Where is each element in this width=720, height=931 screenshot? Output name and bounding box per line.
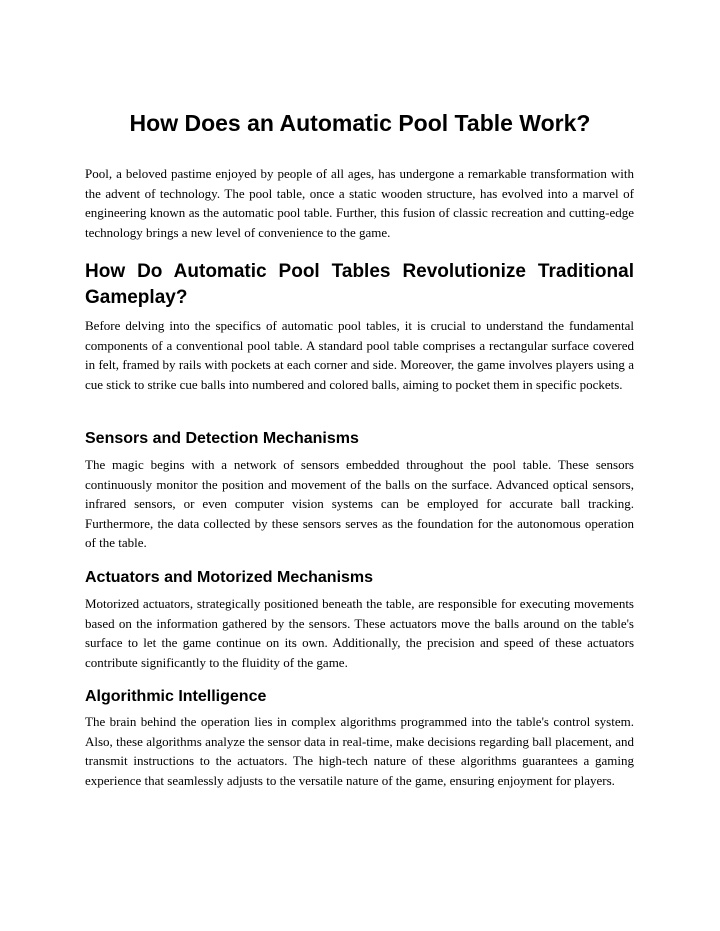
section-heading-sensors: Sensors and Detection Mechanisms — [85, 430, 359, 447]
section-heading-revolutionize: How Do Automatic Pool Tables Revolutionize Traditional Gameplay? — [85, 261, 634, 308]
section-body-revolutionize: Before delving into the specifics of automatic pool tables, it is crucial to understand the fundamental components of a conventional pool table. A standard pool table comprises a rectangular surface covered in felt, framed by rails with pockets at each corner and side. Moreover, the game involves players using a cue stick to strike cue balls into numbered and colored balls, aiming to pocket them in specific pockets. — [85, 318, 634, 392]
section-heading-algorithmic: Algorithmic Intelligence — [85, 688, 267, 705]
section-body-sensors: The magic begins with a network of sensors embedded throughout the pool table. These sensors continuously monitor the position and movement of the balls on the surface. Advanced optical sensors, infrared sensors, or even computer vision systems can be employed for accurate ball tracking. Furthermore, the data collected by these sensors serves as the foundation for the autonomous operation of the table. — [85, 457, 634, 550]
intro-paragraph: Pool, a beloved pastime enjoyed by people of all ages, has undergone a remarkable transformation with the advent of technology. The pool table, once a static wooden structure, has evolved into a marvel of engineering known as the automatic pool table. Further, this fusion of classic recreation and cutting-edge technology brings a new level of convenience to the game. — [85, 166, 634, 240]
section-body-algorithmic: The brain behind the operation lies in complex algorithms programmed into the table's control system. Also, these algorithms analyze the sensor data in real-time, make decisions regarding ball placement, and transmit instructions to the actuators. The high-tech nature of these algorithms guarantees a gaming experience that seamlessly adjusts to the versatile nature of the game, ensuring enjoyment for players. — [85, 714, 634, 788]
page-title: How Does an Automatic Pool Table Work? — [129, 110, 591, 136]
section-heading-actuators: Actuators and Motorized Mechanisms — [85, 569, 374, 586]
section-body-actuators: Motorized actuators, strategically positioned beneath the table, are responsible for executing movements based on the information gathered by the sensors. These actuators move the balls around on the table's surface to let the game continue on its own. Additionally, the precision and speed of these actuators contribute significantly to the fluidity of the game. — [85, 596, 634, 670]
